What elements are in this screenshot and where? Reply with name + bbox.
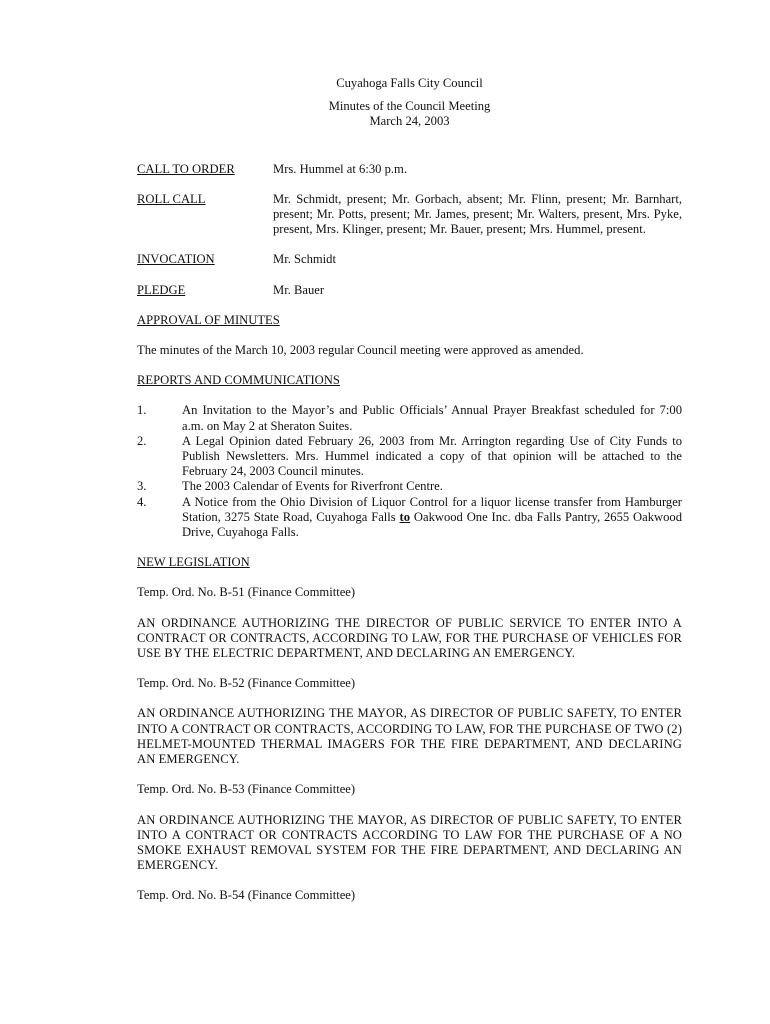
pledge-label: PLEDGE bbox=[137, 282, 186, 297]
invocation-row bbox=[137, 252, 682, 267]
call-to-order-row bbox=[137, 162, 682, 177]
roll-call-label: ROLL CALL bbox=[137, 191, 206, 206]
ordinance-text: AN ORDINANCE AUTHORIZING THE MAYOR, AS DIRECTOR OF PUBLIC SAFETY, TO ENTER INTO A CONTRACT OR CONTRACTS, ACCORDING TO LAW, FOR THE PURCHASE OF TWO (2) HELMET-MOUNTED THERMAL IMAGERS FOR THE FIRE DEPARTMENT, AND DECLARING AN EMERGENCY. bbox=[137, 706, 682, 767]
call-to-order-value: Mrs. Hummel at 6:30 p.m. bbox=[273, 161, 407, 176]
reports-heading: REPORTS AND COMMUNICATIONS bbox=[137, 373, 340, 388]
invocation-label: INVOCATION bbox=[137, 252, 215, 267]
new-legislation-heading: NEW LEGISLATION bbox=[137, 555, 250, 570]
document-page bbox=[137, 76, 682, 904]
council-name: Cuyahoga Falls City Council bbox=[336, 76, 483, 90]
roll-call-value: Mr. Schmidt, present; Mr. Gorbach, absent; Mr. Flinn, present; Mr. Barnhart, present; Mr. Potts, present; Mr. James, present; Mr. Walters, present, Mrs. Pyke, present, Mrs. Klinger, present; Mr. Bauer, present; Mrs. Hummel, present. bbox=[273, 191, 682, 237]
reports-list bbox=[137, 403, 682, 540]
list-item-number: 3. bbox=[137, 479, 147, 494]
list-item-text: An Invitation to the Mayor’s and Public Officials’ Annual Prayer Breakfast scheduled for 7:00 a.m. on May 2 at Sheraton Suites. bbox=[182, 403, 682, 433]
list-item-text: A Legal Opinion dated February 26, 2003 from Mr. Arrington regarding Use of City Funds to Publish Newsletters. Mrs. Hummel indicated a copy of that opinion will be attached to the February 24, 2003 Council minutes. bbox=[182, 433, 682, 479]
list-item bbox=[137, 434, 682, 480]
ordinance-text: AN ORDINANCE AUTHORIZING THE MAYOR, AS DIRECTOR OF PUBLIC SAFETY, TO ENTER INTO A CONTRACT OR CONTRACTS ACCORDING TO LAW FOR THE PURCHASE OF A NO SMOKE EXHAUST REMOVAL SYSTEM FOR THE FIRE DEPARTMENT, AND DECLARING AN EMERGENCY. bbox=[137, 812, 682, 873]
ordinance-title: Temp. Ord. No. B-54 (Finance Committee) bbox=[137, 888, 356, 903]
emphasized-word: to bbox=[399, 509, 411, 524]
approval-of-minutes-heading: APPROVAL OF MINUTES bbox=[137, 312, 280, 327]
list-item-number: 4. bbox=[137, 494, 147, 509]
list-item-number: 1. bbox=[137, 403, 147, 418]
ordinance-title: Temp. Ord. No. B-52 (Finance Committee) bbox=[137, 676, 356, 691]
list-item bbox=[137, 403, 682, 433]
pledge-value: Mr. Bauer bbox=[273, 282, 325, 297]
minutes-title: Minutes of the Council Meeting bbox=[328, 99, 491, 114]
roll-call-row bbox=[137, 192, 682, 238]
document-header bbox=[137, 76, 682, 130]
approval-of-minutes-text: The minutes of the March 10, 2003 regular Council meeting were approved as amended. bbox=[137, 343, 584, 358]
list-item-text-part: A Notice from the Ohio Division of Liquor Control for a liquor license transfer from Hamburger Station, 3275 State Road, Cuyahoga Falls bbox=[182, 494, 682, 524]
list-item-text-part: Oakwood One Inc. dba Falls Pantry, 2655 Oakwood Drive, Cuyahoga Falls. bbox=[182, 509, 682, 540]
list-item bbox=[137, 495, 682, 541]
ordinance-title: Temp. Ord. No. B-53 (Finance Committee) bbox=[137, 782, 356, 797]
list-item-text: The 2003 Calendar of Events for Riverfront Centre. bbox=[182, 479, 443, 494]
pledge-row bbox=[137, 283, 682, 298]
ordinance-text: AN ORDINANCE AUTHORIZING THE DIRECTOR OF PUBLIC SERVICE TO ENTER INTO A CONTRACT OR CONTRACTS, ACCORDING TO LAW, FOR THE PURCHASE OF VEHICLES FOR USE BY THE ELECTRIC DEPARTMENT, AND DECLARING AN EMERGENCY. bbox=[137, 615, 682, 661]
list-item bbox=[137, 479, 682, 494]
ordinance-title: Temp. Ord. No. B-51 (Finance Committee) bbox=[137, 585, 356, 600]
call-to-order-label: CALL TO ORDER bbox=[137, 161, 235, 176]
meeting-date: March 24, 2003 bbox=[369, 114, 450, 129]
list-item-number: 2. bbox=[137, 433, 147, 448]
list-item-text bbox=[182, 495, 682, 541]
invocation-value: Mr. Schmidt bbox=[273, 252, 336, 267]
